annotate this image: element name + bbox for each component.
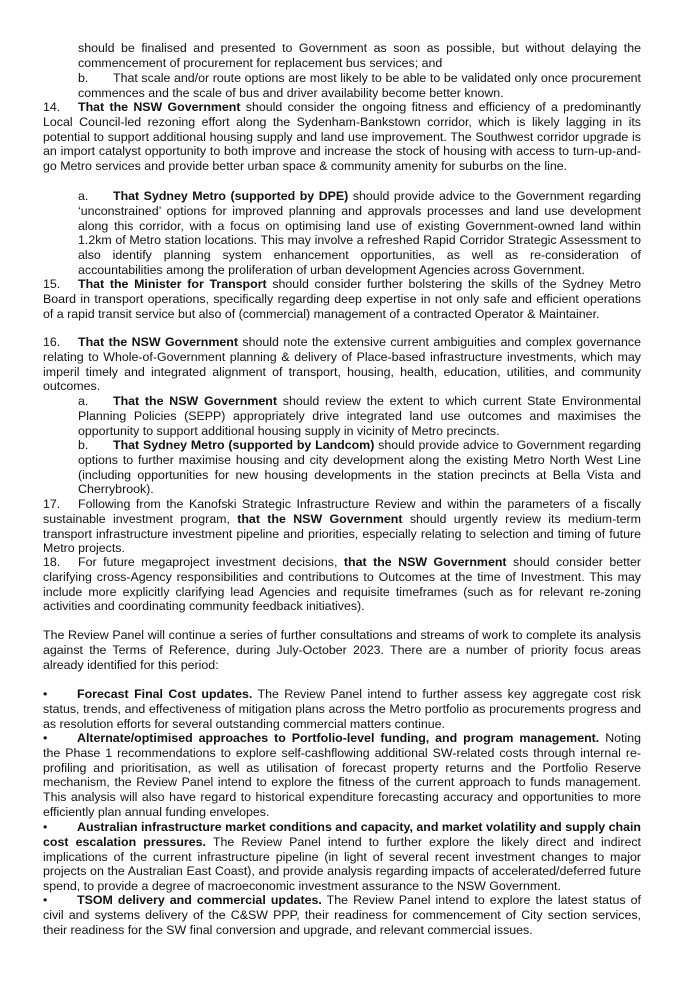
recommendation-16: 16. That the NSW Government should note the extensive current ambiguities and complex governance relating to Whole-of-Government planning & delivery of Place-based infrastructure investments, which may imperil timely and integrated alignment of transport, housing, health, education, utilities, and community outcomes.	[43, 335, 642, 394]
recommendation-16b: b. That Sydney Metro (supported by Landcom) should provide advice to Government regarding options to further maximise housing and city development along the existing Metro North West Line (including opportunities for new housing developments in the station precincts at Bella Vista and Cherrybrook).	[78, 438, 641, 497]
item-label: b.	[78, 438, 89, 452]
item-label: a.	[78, 394, 89, 408]
focus-area-bullet: • Australian infrastructure market conditions and capacity, and market volatility and supply chain cost escalation pressures. The Review Panel intend to further explore the likely direct and indirect implications of the current infrastructure pipeline (in light of several recent investment changes to major projects on the Australian East Coast), and provide analysis regarding impacts of accelerated/deferred future spend, to provide a degree of macroeconomic investment assurance to the NSW Government.	[43, 820, 641, 894]
intro-paragraph: The Review Panel will continue a series of further consultations and streams of work to complete its analysis against the Terms of Reference, during July-October 2023. There are a number of priority focus areas already identified for this period:	[43, 628, 641, 672]
recommendation-14: 14. That the NSW Government should consider the ongoing fitness and efficiency of a predominantly Local Council-led rezoning effort along the Sydenham-Bankstown corridor, which is likely lagging in its potential to support additional housing supply and land use improvement. The Southwest corridor upgrade is an import catalyst opportunity to both improve and increase the stock of housing with access to turn-up-and-go Metro services and provide better urban space & community amenity for suburbs on the line.	[43, 100, 641, 174]
item-number: 14.	[43, 100, 61, 114]
item-number: 17.	[43, 497, 61, 511]
item-13b: b. That scale and/or route options are most likely to be able to be validated only once procurement commences and the scale of bus and driver availability become better known.	[78, 71, 641, 100]
focus-area-bullet: • Alternate/optimised approaches to Portfolio-level funding, and program management. Noting the Phase 1 recommendations to explore self-cashflowing additional SW-related costs through internal re-profiling and prioritisation, as well as utilisation of forecast property returns and the Portfolio Reserve mechanism, the Review Panel intend to explore the fitness of the current approach to funds management. This analysis will also have regard to historical expenditure forecasting accuracy and opportunities to more efficiently plan annual funding envelopes.	[43, 731, 642, 819]
recommendation-17: 17. Following from the Kanofski Strategic Infrastructure Review and within the parameters of a fiscally sustainable investment program, that the NSW Government should urgently review its medium-term transport infrastructure investment pipeline and priorities, especially relating to selection and timing of future Metro projects.	[43, 497, 642, 556]
focus-area-bullet: • Forecast Final Cost updates. The Review Panel intend to further assess key aggregate cost risk status, trends, and effectiveness of mitigation plans across the Metro portfolio as procurements progress and as resolution efforts for several outstanding commercial matters continue.	[43, 687, 641, 731]
bullet-icon: •	[43, 820, 48, 834]
bullet-icon: •	[43, 687, 48, 701]
recommendation-18: 18. For future megaproject investment decisions, that the NSW Government should consider better clarifying cross-Agency responsibilities and contributions to Outcomes at the time of Investment. This may include more explicitly clarifying lead Agencies and requisite timeframes (such as for relevant re-zoning activities and coordinating community feedback initiatives).	[43, 555, 642, 614]
item-number: 16.	[43, 335, 61, 349]
item-13a-continuation: should be finalised and presented to Government as soon as possible, but without delaying the commencement of procurement for replacement bus services; and	[78, 41, 641, 70]
item-number: 15.	[43, 277, 61, 291]
recommendation-16a: a. That the NSW Government should review the extent to which current State Environmental Planning Policies (SEPP) appropriately drive integrated land use outcomes and maximises the opportunity to support additional housing supply in vicinity of Metro precincts.	[78, 394, 641, 438]
focus-area-bullet: • TSOM delivery and commercial updates. The Review Panel intend to explore the latest status of civil and systems delivery of the C&SW PPP, their readiness for commencement of City section services, their readiness for the SW final conversion and upgrade, and relevant commercial issues.	[43, 893, 641, 937]
bullet-icon: •	[43, 731, 48, 745]
item-label: b.	[78, 71, 89, 85]
recommendation-14a: a. That Sydney Metro (supported by DPE) should provide advice to the Government regarding ‘unconstrained’ options for improved planning and approvals processes and land use development along this corridor, with a focus on optimising land use of existing Government-owned land within 1.2km of Metro station locations. This may involve a refreshed Rapid Corridor Strategic Assessment to also identify planning system enhancement opportunities, as well as re-consideration of accountabilities among the proliferation of urban development Agencies across Government.	[78, 189, 641, 277]
item-number: 18.	[43, 555, 61, 569]
bullet-icon: •	[43, 893, 48, 907]
recommendation-15: 15. That the Minister for Transport should consider further bolstering the skills of the Sydney Metro Board in transport operations, specifically regarding deep expertise in not only safe and efficient operations of a rapid transit service but also of (commercial) management of a contracted Operator & Maintainer.	[43, 277, 641, 321]
item-label: a.	[78, 189, 89, 203]
